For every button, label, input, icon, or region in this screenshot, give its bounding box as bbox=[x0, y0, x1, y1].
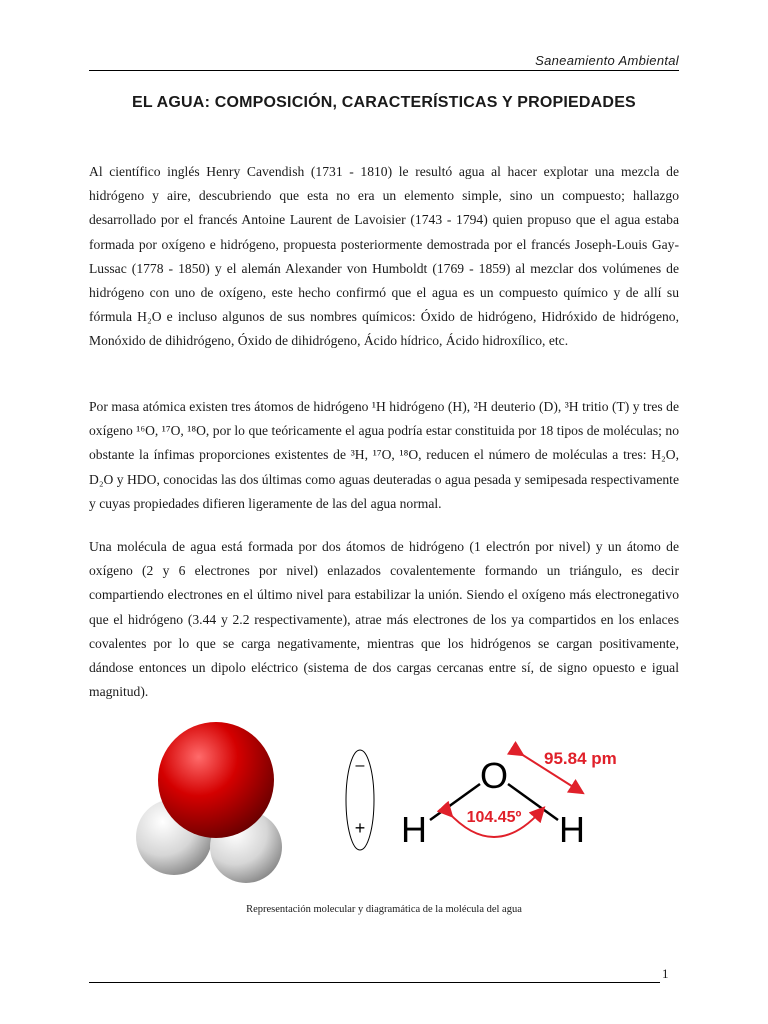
bond-length-label: 95.84 pm bbox=[544, 749, 617, 768]
hydrogen-left-label: H bbox=[401, 809, 427, 850]
bond-angle-label: 104.45º bbox=[466, 809, 522, 826]
water-molecule-figure bbox=[130, 722, 650, 892]
dipole-symbol bbox=[346, 750, 374, 850]
footer-rule bbox=[89, 982, 660, 983]
header-rule bbox=[89, 70, 679, 71]
page-number: 1 bbox=[662, 966, 669, 981]
paragraph-structure: Una molécula de agua está formada por dos átomos de hidrógeno (1 electrón por nivel) y un átomo de oxígeno (2 y 6 electrones por nivel) enlazados covalentemente formando un triángulo, es decir compartiendo electrones en el último nivel para estabilizar la unión. Siendo el oxígeno más electronegativo que el hidrógeno (3.44 y 2.2 respectivamente), atrae más electrones de los ya compartidos en los enlaces covalentes por lo que se carga negativamente, mientras que los hidrógenos se cargan positivamente, dándose entonces un dipolo eléctrico (sistema de dos cargas cercanas entre sí, de signo opuesto e igual magnitud). bbox=[89, 539, 679, 700]
hydrogen-right-label: H bbox=[559, 809, 585, 850]
paragraph-history: Al científico inglés Henry Cavendish (1731 - 1810) le resultó agua al hacer explotar una mezcla de hidrógeno y aire, descubriendo que esta no era un elemento simple, sino un compuesto; hallazgo desarrollado por el francés Antoine Laurent de Lavoisier (1743 - 1794) quien propuso que el agua estaba formada por oxígeno e hidrógeno, propuesta posteriormente demostrada por el francés Joseph-Louis Gay-Lussac (1778 - 1850) y el alemán Alexander von Humboldt (1769 - 1859) al mezclar dos volúmenes de hidrógeno con uno de oxígeno, este hecho confirmó que el agua es un compuesto químico y de allí su fórmula H₂O e incluso algunos de sus nombres químicos: Óxido de hidrógeno, Hidróxido de hidrógeno, Monóxido de dihidrógeno, Óxido de dihidrógeno, Ácido hídrico, Ácido hidroxílico, etc. bbox=[89, 164, 679, 349]
running-header: Saneamiento Ambiental bbox=[535, 53, 679, 68]
oxygen-label: O bbox=[479, 755, 509, 796]
page-title: EL AGUA: COMPOSICIÓN, CARACTERÍSTICAS Y PROPIEDADES bbox=[132, 94, 636, 111]
dipole-positive: + bbox=[354, 818, 366, 838]
structural-diagram bbox=[401, 749, 617, 850]
oxygen-sphere bbox=[158, 722, 274, 838]
dipole-negative: – bbox=[355, 757, 365, 774]
space-filling-model bbox=[136, 722, 282, 883]
figure-caption: Representación molecular y diagramática de la molécula del agua bbox=[246, 904, 522, 915]
paragraph-isotopes: Por masa atómica existen tres átomos de hidrógeno ¹H hidrógeno (H), ²H deuterio (D), ³H tritio (T) y tres de oxígeno ¹⁶O, ¹⁷O, ¹⁸O, por lo que teóricamente el agua podría estar constituida por 18 tipos de moléculas; no obstante la ínfimas proporciones existentes de ³H, ¹⁷O, ¹⁸O, reducen el número de moléculas a tres: H₂O, D₂O y HDO, conocidas las dos últimas como aguas deuteradas o agua pesada y semipesada respectivamente y cuyas propiedades difieren ligeramente de las del agua normal. bbox=[89, 399, 679, 511]
